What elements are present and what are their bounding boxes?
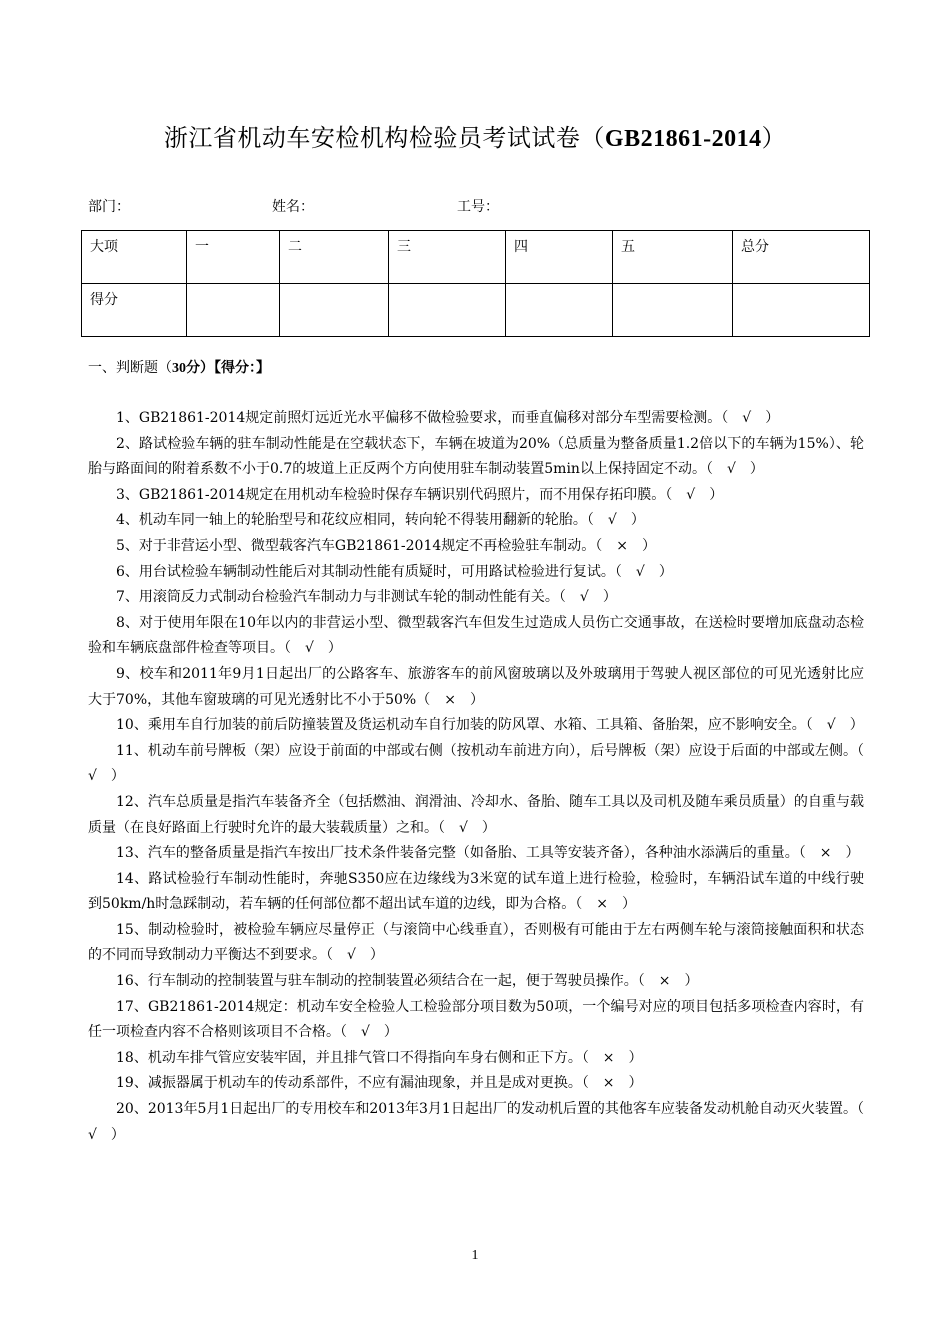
header-cell: 四 bbox=[506, 231, 613, 284]
question-item: 15、制动检验时，被检验车辆应尽量停正（与滚筒中心线垂直），否则极有可能由于左右两侧车轮与滚筒接触面积和状态的不同而导致制动力平衡达不到要求。（ √ ） bbox=[88, 921, 864, 964]
question-item: 19、减振器属于机动车的传动系部件，不应有漏油现象，并且是成对更换。（ × ） bbox=[116, 1075, 643, 1092]
question-item: 6、用台试检验车辆制动性能后对其制动性能有质疑时，可用路试检验进行复试。（ √ ） bbox=[116, 563, 673, 580]
employee-id-label: 工号： bbox=[457, 199, 499, 215]
question-item: 7、用滚筒反力式制动台检验汽车制动力与非测试车轮的制动性能有关。（ √ ） bbox=[116, 589, 617, 606]
question-item: 12、汽车总质量是指汽车装备齐全（包括燃油、润滑油、冷却水、备胎、随车工具以及司机及随车乘员质量）的自重与载质量（在良好路面上行驶时允许的最大装载质量）之和。（ √ ） bbox=[88, 793, 864, 836]
header-cell: 一 bbox=[187, 231, 280, 284]
question-item: 14、路试检验行车制动性能时，奔驰S350应在边缘线为3米宽的试车道上进行检验，检验时，车辆沿试车道的中线行驶到50km/h时急踩制动，若车辆的任何部位都不超出试车道的边线，即为合格。（ × ） bbox=[88, 870, 864, 913]
question-item: 4、机动车同一轴上的轮胎型号和花纹应相同，转向轮不得装用翻新的轮胎。（ √ ） bbox=[116, 512, 645, 529]
header-cell: 总分 bbox=[733, 231, 870, 284]
score-row bbox=[82, 284, 870, 337]
question-item: 17、GB21861-2014规定：机动车安全检验人工检验部分项目数为50项，一个编号对应的项目包括多项检查内容时，有任一项检查内容不合格则该项目不合格。（ √ ） bbox=[88, 998, 864, 1041]
header-cell: 大项 bbox=[82, 231, 187, 284]
score-table-header-row bbox=[82, 231, 870, 284]
question-item: 1、GB21861-2014规定前照灯远近光水平偏移不做检验要求，而垂直偏移对部分车型需要检测。（ √ ） bbox=[116, 410, 780, 426]
score-row-label: 得分 bbox=[82, 284, 187, 337]
score-cell bbox=[389, 284, 506, 337]
question-item: 5、对于非营运小型、微型载客汽车GB21861-2014规定不再检验驻车制动。（ × ） bbox=[116, 537, 657, 554]
question-item: 13、汽车的整备质量是指汽车按出厂技术条件装备完整（如备胎、工具等安装齐备），各种油水添满后的重量。（ × ） bbox=[116, 845, 860, 862]
question-list bbox=[88, 406, 878, 1148]
question-item: 2、路试检验车辆的驻车制动性能是在空载状态下，车辆在坡道为20%（总质量为整备质量1.2倍以下的车辆为15%）、轮胎与路面间的附着系数不小于0.7的坡道上正反两个方向使用驻车制动装置5min以上保持固定不动。（ √ ） bbox=[88, 435, 864, 478]
score-cell bbox=[187, 284, 280, 337]
name-label: 姓名： bbox=[272, 199, 314, 215]
score-cell bbox=[733, 284, 870, 337]
exam-title: 浙江省机动车安检机构检验员考试试卷（GB21861-2014） bbox=[163, 124, 787, 152]
question-item: 18、机动车排气管应安装牢固，并且排气管口不得指向车身右侧和正下方。（ × ） bbox=[116, 1049, 643, 1066]
dept-label: 部门： bbox=[88, 199, 130, 215]
header-cell: 五 bbox=[613, 231, 733, 284]
score-table bbox=[81, 230, 870, 337]
section-heading: 一、判断题（30分）【得分：】 bbox=[88, 360, 270, 376]
header-cell: 三 bbox=[389, 231, 506, 284]
question-item: 16、行车制动的控制装置与驻车制动的控制装置必须结合在一起，便于驾驶员操作。（ × ） bbox=[116, 973, 699, 990]
score-cell bbox=[280, 284, 389, 337]
question-item: 3、GB21861-2014规定在用机动车检验时保存车辆识别代码照片，而不用保存拓印膜。（ √ ） bbox=[116, 486, 724, 503]
score-cell bbox=[613, 284, 733, 337]
question-item: 20、2013年5月1日起出厂的专用校车和2013年3月1日起出厂的发动机后置的其他客车应装备发动机舱自动灭火装置。（ √ ） bbox=[88, 1101, 878, 1143]
question-item: 10、乘用车自行加装的前后防撞装置及货运机动车自行加装的防风罩、水箱、工具箱、备胎架，应不影响安全。（ √ ） bbox=[116, 717, 864, 734]
question-item: 9、校车和2011年9月1日起出厂的公路客车、旅游客车的前风窗玻璃以及外玻璃用于驾驶人视区部位的可见光透射比应大于70%，其他车窗玻璃的可见光透射比不小于50%（ × ） bbox=[88, 665, 864, 708]
header-cell: 二 bbox=[280, 231, 389, 284]
score-cell bbox=[506, 284, 613, 337]
question-item: 11、机动车前号牌板（架）应设于前面的中部或右侧（按机动车前进方向），后号牌板（架）应设于后面的中部或左侧。（ √ ） bbox=[88, 742, 878, 785]
page-number: 1 bbox=[471, 1248, 479, 1263]
question-item: 8、对于使用年限在10年以内的非营运小型、微型载客汽车但发生过造成人员伤亡交通事故，在送检时要增加底盘动态检验和车辆底盘部件检查等项目。（ √ ） bbox=[88, 614, 864, 657]
